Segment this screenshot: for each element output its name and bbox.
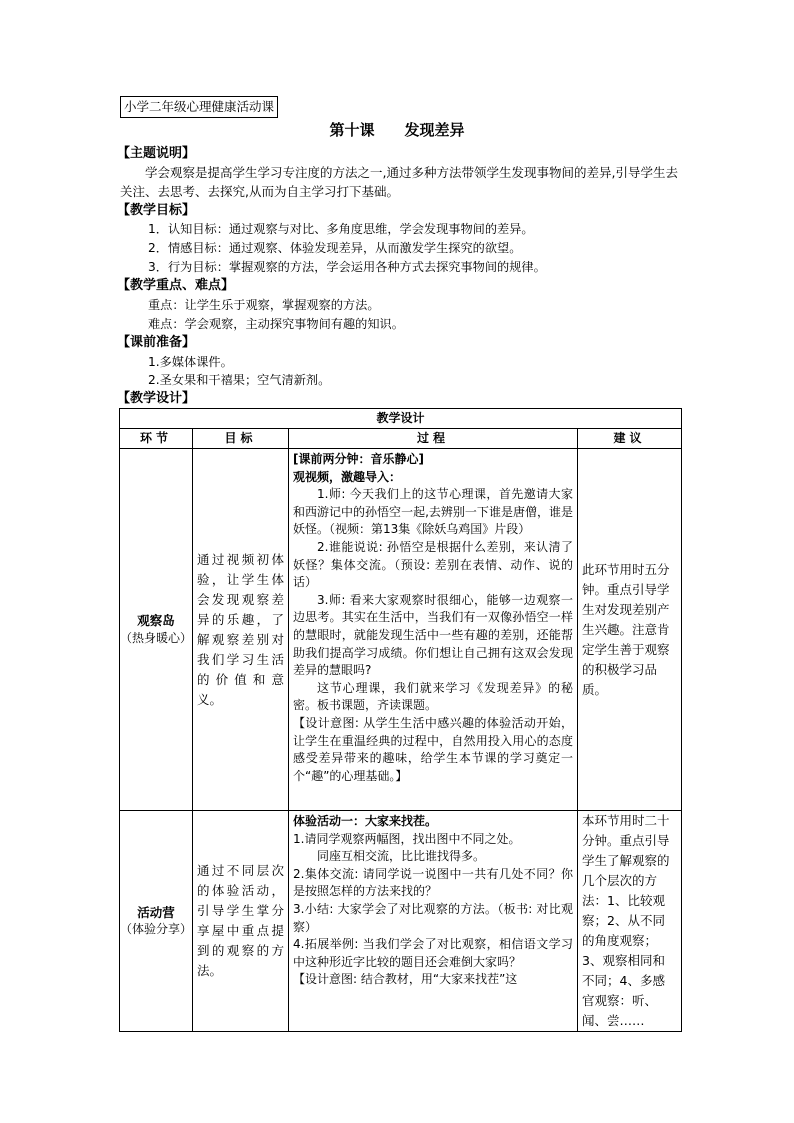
goals-heading: 【教学目标】 xyxy=(117,203,196,218)
focus-key: 重点：让学生乐于观察，掌握观察的方法。 xyxy=(148,298,380,312)
design-heading: 【教学设计】 xyxy=(117,391,196,406)
process-line: 同座互相交流，比比谁找得多。 xyxy=(317,849,486,864)
design-intent: 【设计意图: 结合教材，用“大家来找茬”这 xyxy=(293,972,518,987)
lesson-name: 发现差异 xyxy=(404,121,465,139)
goal-item-2: 2．情感目标：通过观察、体验发现差异，从而激发学生探究的欲望。 xyxy=(148,241,522,255)
col-goal: 目标 xyxy=(193,429,289,449)
table-row xyxy=(120,811,682,1032)
process-line: 1.请同学观察两幅图，找出图中不同之处。 xyxy=(293,831,521,846)
process-line: 这节心理课，我们就来学习《发现差异》的秘密。板书课题，齐读课题。 xyxy=(293,680,573,713)
stage-name: 观察岛 xyxy=(137,613,175,628)
focus-difficulty: 难点：学会观察，主动探究事物间有趣的知识。 xyxy=(148,317,404,331)
advice-cell: 本环节用时二十分钟。重点引导学生了解观察的几个层次的方法：1、比较观察；2、从不同的角度观察；3、观察相同和不同；4、多感官观察：听、闻、尝…… xyxy=(578,811,682,1032)
process-line: 观视频，激趣导入： xyxy=(293,469,402,484)
design-intent: 【设计意图: 从学生生活中感兴趣的体验活动开始，让学生在重温经典的过程中，自然用投入用心的态度感受差异带来的趣味，给学生本节课的学习奠定一个“趣”的心理基础。】 xyxy=(293,715,573,783)
theme-heading: 【主题说明】 xyxy=(117,146,196,161)
stage-subtitle: （体验分享） xyxy=(120,922,193,936)
table-header-row xyxy=(120,429,682,449)
stage-name: 活动营 xyxy=(137,904,175,920)
lesson-number: 第十课 xyxy=(329,121,375,139)
col-process: 过程 xyxy=(289,429,578,449)
process-line: 2.集体交流: 请同学说一说图中一共有几处不同？你是按照怎样的方法来找的？ xyxy=(293,866,573,899)
design-table xyxy=(119,408,682,1032)
process-cell xyxy=(289,811,578,1032)
goal-cell: 通过视频初体验，让学生体会发现观察差异的乐趣，了解观察差别对我们学习生活的价值和意义。 xyxy=(193,449,289,811)
process-line: [课前两分钟：音乐静心] xyxy=(293,452,424,466)
advice-cell: 此环节用时五分钟。重点引导学生对发现差别产生兴趣。注意肯定学生善于观察的积极学习品质。 xyxy=(578,449,682,811)
process-line: 1.师: 今天我们上的这节心理课，首先邀请大家和西游记中的孙悟空一起,去辨别一下谁是唐僧，谁是妖怪。（视频：第13集《除妖乌鸡国》片段） xyxy=(293,487,573,537)
goal-item-1: 1．认知目标：通过观察与对比、多角度思维，学会发现事物间的差异。 xyxy=(148,222,534,236)
course-tag: 小学二年级心理健康活动课 xyxy=(120,96,278,118)
process-line: 2.谁能说说: 孙悟空是根据什么差别，来认清了妖怪？集体交流。（预设: 差别在表情、动作、说的话） xyxy=(293,539,573,590)
table-title: 教学设计 xyxy=(120,409,682,429)
prep-item-2: 2.圣女果和干禧果；空气清新剂。 xyxy=(148,373,331,387)
prep-item-1: 1.多媒体课件。 xyxy=(148,355,233,369)
focus-heading: 【教学重点、难点】 xyxy=(117,278,235,293)
prep-heading: 【课前准备】 xyxy=(117,335,196,350)
table-row xyxy=(120,449,682,811)
goal-cell: 通过不同层次的体验活动，引导学生掌分享屋中重点提到的观察的方法。 xyxy=(193,811,289,1032)
stage-cell xyxy=(120,449,193,811)
process-cell xyxy=(289,449,578,811)
process-line: 3.师: 看来大家观察时很细心，能够一边观察一边思考。其实在生活中，当我们有一双像孙悟空一样的慧眼时，就能发现生活中一些有趣的差别，还能帮助我们提高学习成绩。你们想让自己拥有这双会发现差异的慧眼吗? xyxy=(293,592,573,678)
stage-subtitle: （热身暖心） xyxy=(120,630,193,645)
process-line: 3.小结: 大家学会了对比观察的方法。（板书: 对比观察） xyxy=(293,901,573,934)
col-stage: 环节 xyxy=(120,429,193,449)
process-line: 体验活动一：大家来找茬。 xyxy=(293,814,438,828)
process-line: 4.拓展举例: 当我们学会了对比观察，相信语文学习中这种形近字比较的题目还会难倒大家吗？ xyxy=(293,937,573,969)
col-advice: 建议 xyxy=(578,429,682,449)
stage-cell xyxy=(120,811,193,1032)
goal-item-3: 3．行为目标：掌握观察的方法，学会运用各种方式去探究事物间的规律。 xyxy=(148,260,546,274)
theme-text: 学会观察是提高学生学习专注度的方法之一,通过多种方法带领学生发现事物间的差异,引导学生去关注、去思考、去探究,从而为自主学习打下基础。 xyxy=(120,165,678,199)
lesson-title xyxy=(0,120,794,140)
